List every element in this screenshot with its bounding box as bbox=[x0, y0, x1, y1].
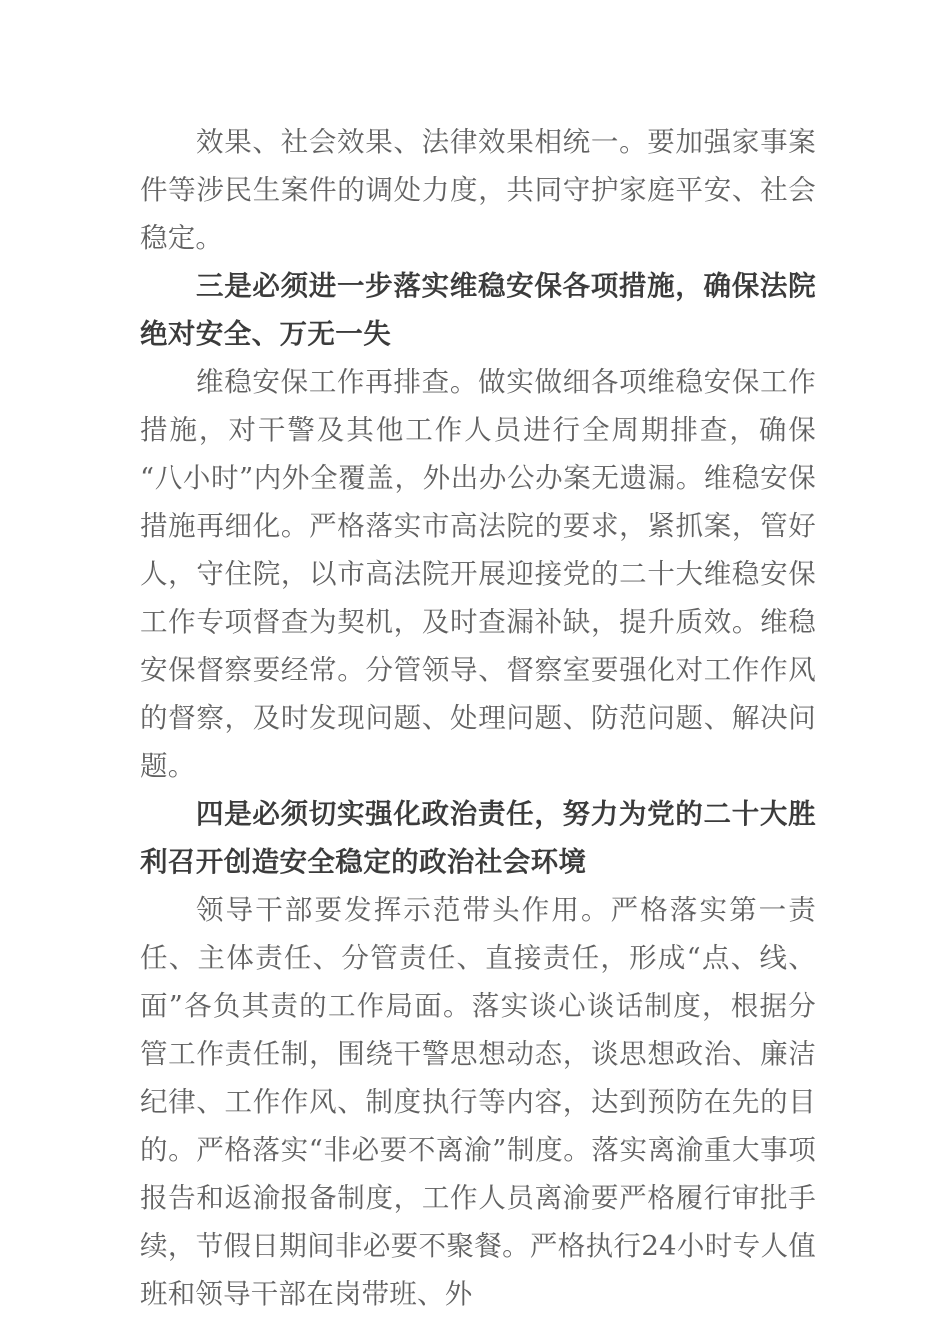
paragraph-continued-from-previous-page: 效果、社会效果、法律效果相统一。要加强家事案件等涉民生案件的调处力度，共同守护家庭平安、社会稳定。 bbox=[140, 126, 816, 254]
paragraph-stability-security-measures: 维稳安保工作再排查。做实做细各项维稳安保工作措施，对干警及其他工作人员进行全周期排查，确保“八小时”内外全覆盖，外出办公办案无遗漏。维稳安保措施再细化。严格落实市高法院的要求，紧抓案，管好人，守住院，以市高法院开展迎接党的二十大维稳安保工作专项督查为契机，及时查漏补缺，提升质效。维稳安保督察要经常。分管领导、督察室要强化对工作作风的督察，及时发现问题、处理问题、防范问题、解决问题。 bbox=[140, 366, 816, 782]
heading-item-four: 四是必须切实强化政治责任，努力为党的二十大胜利召开创造安全稳定的政治社会环境 bbox=[140, 798, 816, 878]
heading-item-three: 三是必须进一步落实维稳安保各项措施，确保法院绝对安全、万无一失 bbox=[140, 270, 816, 350]
paragraph-leadership-political-responsibility: 领导干部要发挥示范带头作用。严格落实第一责任、主体责任、分管责任、直接责任，形成“点、线、面”各负其责的工作局面。落实谈心谈话制度，根据分管工作责任制，围绕干警思想动态，谈思想政治、廉洁纪律、工作作风、制度执行等内容，达到预防在先的目的。严格落实“非必要不离渝”制度。落实离渝重大事项报告和返渝报备制度，工作人员离渝要严格履行审批手续，节假日期间非必要不聚餐。严格执行24小时专人值班和领导干部在岗带班、外 bbox=[140, 894, 816, 1310]
document-text-column bbox=[140, 118, 816, 1318]
